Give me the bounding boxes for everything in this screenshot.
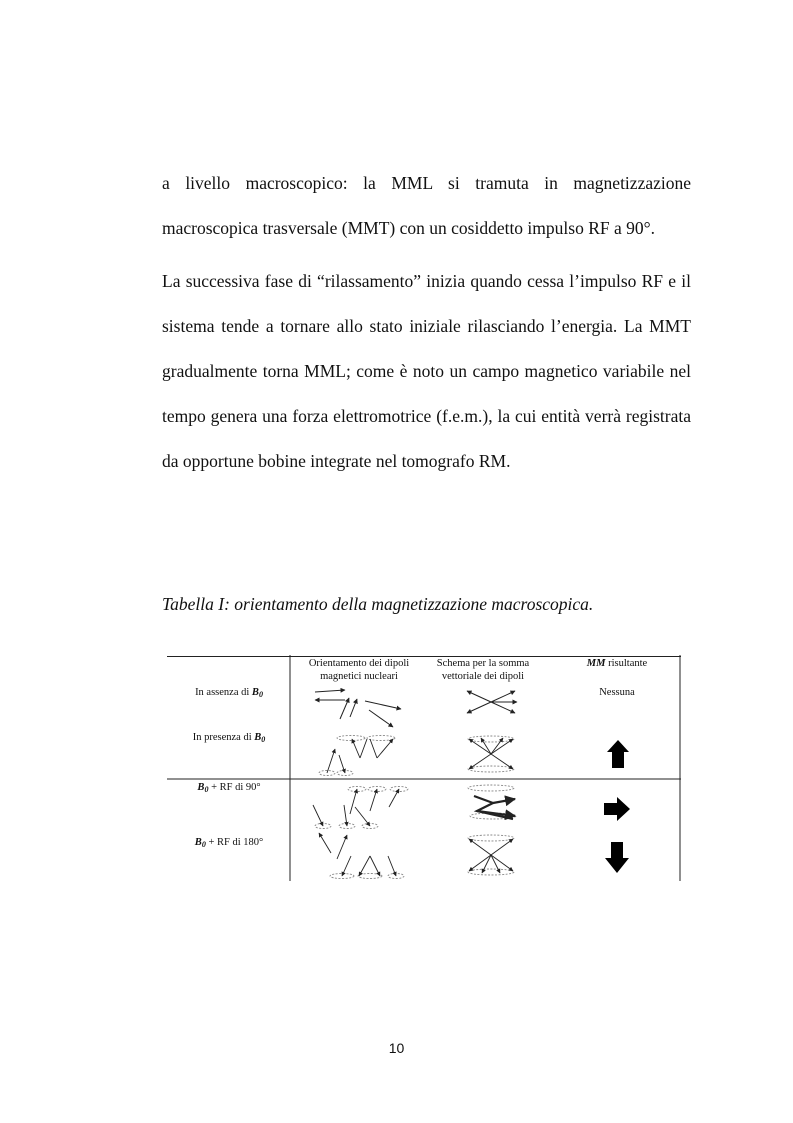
header-result-mm: MM: [586, 658, 606, 669]
row-label-absence: In assenza di B0: [195, 687, 263, 699]
header-schema-line1: Schema per la somma: [436, 658, 530, 669]
vector-sum-aligned-diagram: [468, 736, 514, 772]
row-label-presence: In presenza di B0: [192, 732, 266, 744]
dipoles-aligned-diagram: [319, 736, 395, 776]
vector-sum-rf90-diagram: [468, 785, 516, 819]
vector-sum-rf180-diagram: [468, 835, 514, 875]
dipoles-random-diagram: [315, 690, 401, 727]
paragraph-2: La successiva fase di “rilassamento” inizia quando cessa l’impulso RF e il sistema tende a tornare allo stato iniziale rilasciando l’energia. La MMT gradualmente torna MML; come è noto un campo magnetico variabile nel tempo genera una forza elettromotrice (f.e.m.), la cui entità verrà registrata da opportune bobine integrate nel tomografo RM.: [162, 271, 691, 471]
header-result: [586, 658, 648, 669]
header-result-rest: risultante: [605, 658, 648, 669]
vector-sum-random-diagram: [467, 691, 517, 713]
dipoles-rf180-diagram: [319, 833, 404, 879]
header-orientation-line2: magnetici nucleari: [320, 671, 398, 682]
header-schema-line2: vettoriale dei dipoli: [441, 671, 525, 682]
dipoles-rf90-diagram: [313, 787, 408, 829]
paragraph-1: a livello macroscopico: la MML si tramuta in magnetizzazione macroscopica trasversale (MMT) con un cosiddetto impulso RF a 90°.: [162, 173, 691, 238]
row-label-rf180: B0 + RF di 180°: [194, 837, 264, 849]
row-label-rf90: B0 + RF di 90°: [197, 782, 261, 794]
result-arrow-right-icon: [604, 797, 630, 821]
result-arrow-up-icon: [607, 740, 629, 768]
result-arrow-down-icon: [605, 842, 629, 873]
magnetization-table: [167, 655, 681, 881]
page-number: 10: [388, 1040, 405, 1056]
result-none: Nessuna: [599, 687, 635, 698]
table-caption: Tabella I: orientamento della magnetizzazione macroscopica.: [162, 594, 594, 614]
header-orientation-line1: Orientamento dei dipoli: [308, 658, 410, 669]
